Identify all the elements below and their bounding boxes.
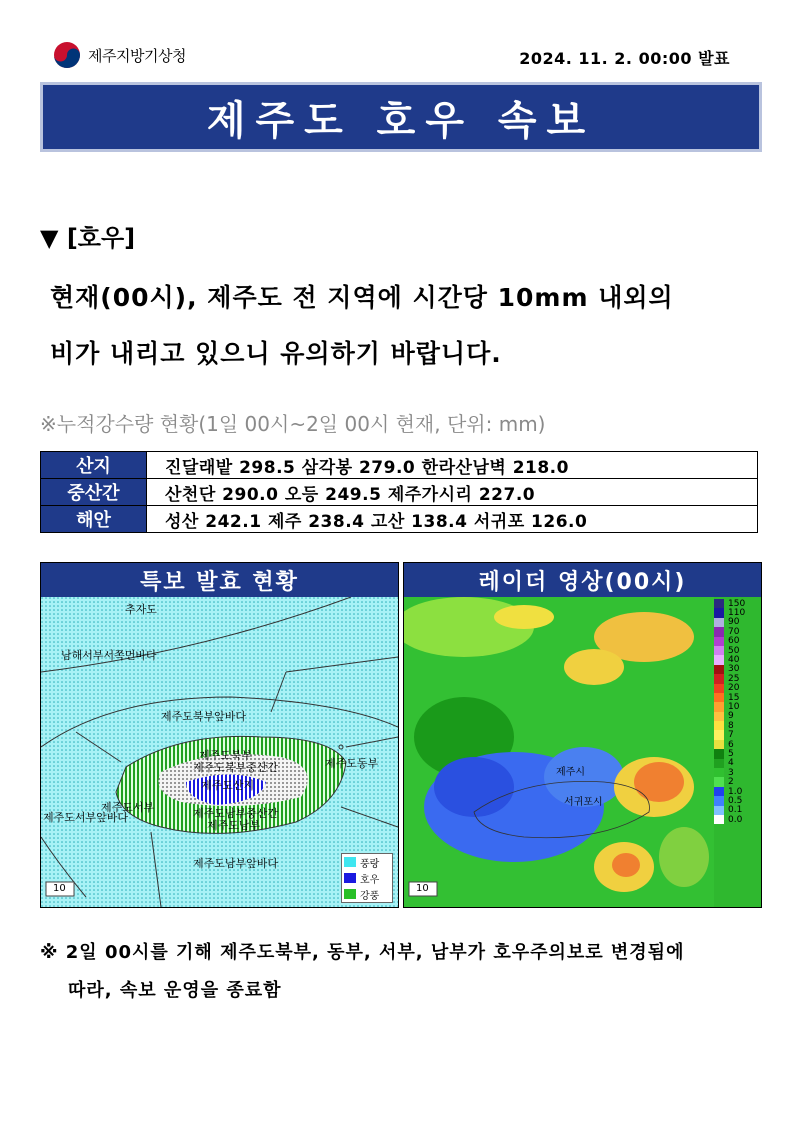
warning-map: [41, 597, 398, 907]
kma-emblem-icon: [52, 40, 82, 70]
radar-label-seogwipo: 서귀포시: [564, 797, 603, 808]
table-row: [41, 452, 758, 479]
colorbar-swatch: [714, 768, 724, 777]
colorbar-label: 10: [728, 702, 740, 712]
colorbar-swatch: [714, 637, 724, 646]
colorbar-label: 50: [728, 645, 740, 656]
colorbar-swatch: [714, 655, 724, 664]
colorbar-step: [714, 627, 758, 636]
colorbar-swatch: [714, 618, 724, 627]
colorbar-swatch: [714, 730, 724, 739]
colorbar-swatch: [714, 815, 724, 824]
map-label-north-mid: 제주도북부중산간: [193, 761, 279, 774]
map-label-sw-far-sea: 남해서부서쪽먼바다: [61, 649, 157, 662]
colorbar-step: [714, 665, 758, 674]
colorbar-step: [714, 749, 758, 758]
radar-title: 레이더 영상(00시): [404, 563, 761, 597]
colorbar-step: [714, 768, 758, 777]
colorbar-swatch: [714, 608, 724, 617]
legend-item: [342, 854, 392, 870]
colorbar-label: 6: [728, 739, 734, 750]
legend-label: 강풍: [360, 890, 380, 902]
message-line-1: 현재(00시), 제주도 전 지역에 시간당 10mm 내외의: [50, 283, 674, 312]
map-label-north-near-sea: 제주도북부앞바다: [161, 710, 247, 723]
colorbar-label: 110: [728, 608, 746, 619]
table-row: [41, 506, 758, 533]
colorbar-label: 0.5: [728, 795, 743, 806]
colorbar-label: 70: [728, 626, 740, 637]
legend-item: [342, 886, 392, 902]
footer-line-1: ※ 2일 00시를 기해 제주도북부, 동부, 서부, 남부가 호우주의보로 변경됨에: [40, 942, 685, 963]
colorbar-label: 7: [728, 730, 734, 741]
colorbar-step: [714, 777, 758, 786]
colorbar-step: [714, 646, 758, 655]
section-heading: ▼ [호우]: [40, 224, 136, 252]
colorbar-label: 40: [728, 655, 740, 666]
colorbar-swatch: [714, 712, 724, 721]
colorbar-step: [714, 721, 758, 730]
colorbar-swatch: [714, 684, 724, 693]
colorbar-step: [714, 674, 758, 683]
row-values: 산천단 290.0 오등 249.5 제주가시리 227.0: [147, 479, 758, 506]
title-banner: [40, 82, 762, 152]
issue-date: 2024. 11. 2. 00:00 발표: [519, 49, 730, 68]
map-label-east: 제주도동부: [325, 757, 379, 770]
colorbar-swatch: [714, 759, 724, 768]
colorbar-step: [714, 599, 758, 608]
map-label-west: 제주도서부: [101, 801, 155, 814]
row-values: 성산 242.1 제주 238.4 고산 138.4 서귀포 126.0: [147, 506, 758, 533]
colorbar-label: 8: [728, 720, 734, 731]
warning-map-title: 특보 발효 현황: [41, 563, 398, 597]
colorbar-step: [714, 637, 758, 646]
row-category: 해안: [41, 506, 147, 533]
map-label-west-near-sea: 제주도서부앞바다: [43, 811, 129, 824]
legend-swatch: [344, 873, 356, 883]
colorbar-label: 60: [728, 636, 740, 647]
row-category: 중산간: [41, 479, 147, 506]
colorbar-label: 20: [728, 683, 740, 694]
colorbar-swatch: [714, 665, 724, 674]
colorbar-label: 15: [728, 692, 740, 703]
colorbar-step: [714, 702, 758, 711]
row-values: 진달래밭 298.5 삼각봉 279.0 한라산남벽 218.0: [147, 452, 758, 479]
map-label-chuja: 추자도: [125, 603, 157, 616]
colorbar-step: [714, 740, 758, 749]
legend-swatch: [344, 889, 356, 899]
colorbar-step: [714, 787, 758, 796]
table-row: [41, 479, 758, 506]
warning-legend: [341, 853, 393, 903]
colorbar-step: [714, 655, 758, 664]
colorbar-swatch: [714, 740, 724, 749]
colorbar-label: 2: [728, 777, 734, 788]
colorbar-step: [714, 759, 758, 768]
colorbar-label: 30: [728, 664, 740, 675]
accumulation-note: ※누적강수량 현황(1일 00시~2일 00시 현재, 단위: mm): [40, 412, 546, 436]
colorbar-label: 9: [728, 711, 734, 722]
colorbar-step: [714, 684, 758, 693]
legend-label: 호우: [360, 874, 380, 886]
rainfall-table: [40, 451, 758, 533]
radar-panel: [403, 562, 762, 908]
radar-colorbar: [714, 599, 758, 824]
agency-logo: [52, 38, 202, 72]
colorbar-swatch: [714, 599, 724, 608]
colorbar-swatch: [714, 646, 724, 655]
colorbar-swatch: [714, 806, 724, 815]
colorbar-label: 0.1: [728, 805, 743, 816]
map-label-south-mid: 제주도남부중산간: [193, 807, 279, 820]
colorbar-label: 0.0: [728, 814, 743, 825]
legend-swatch: [344, 857, 356, 867]
colorbar-step: [714, 608, 758, 617]
colorbar-label: 3: [728, 767, 734, 778]
map-scale-label: 10: [53, 883, 66, 894]
colorbar-step: [714, 693, 758, 702]
map-label-north: 제주도북부: [199, 749, 253, 762]
colorbar-swatch: [714, 796, 724, 805]
map-label-mountain: 제주도산지: [201, 779, 255, 792]
colorbar-swatch: [714, 787, 724, 796]
colorbar-label: 1.0: [728, 786, 743, 797]
colorbar-step: [714, 618, 758, 627]
colorbar-swatch: [714, 777, 724, 786]
colorbar-label: 5: [728, 748, 734, 759]
colorbar-swatch: [714, 721, 724, 730]
legend-label: 풍랑: [360, 858, 380, 870]
colorbar-step: [714, 730, 758, 739]
footer-line-2: 따라, 속보 운영을 종료함: [68, 980, 282, 1001]
colorbar-label: 150: [728, 598, 746, 609]
message-line-2: 비가 내리고 있으니 유의하기 바랍니다.: [50, 339, 502, 368]
map-label-south: 제주도남부: [207, 819, 261, 832]
colorbar-swatch: [714, 627, 724, 636]
colorbar-step: [714, 796, 758, 805]
radar-label-jeju: 제주시: [556, 767, 585, 778]
page-title: 제주도 호우 속보: [206, 97, 596, 144]
colorbar-swatch: [714, 749, 724, 758]
radar-map: [404, 597, 761, 907]
row-category: 산지: [41, 452, 147, 479]
agency-name: 제주지방기상청: [88, 46, 186, 65]
colorbar-label: 90: [728, 617, 740, 628]
colorbar-label: 25: [728, 673, 740, 684]
colorbar-swatch: [714, 702, 724, 711]
legend-item: [342, 870, 392, 886]
colorbar-swatch: [714, 693, 724, 702]
colorbar-step: [714, 712, 758, 721]
radar-scale-label: 10: [416, 883, 429, 894]
colorbar-step: [714, 806, 758, 815]
colorbar-swatch: [714, 674, 724, 683]
map-label-south-near-sea: 제주도남부앞바다: [193, 857, 279, 870]
radar-image: [404, 597, 761, 907]
warning-map-panel: [40, 562, 399, 908]
colorbar-step: [714, 815, 758, 824]
colorbar-label: 4: [728, 758, 734, 769]
